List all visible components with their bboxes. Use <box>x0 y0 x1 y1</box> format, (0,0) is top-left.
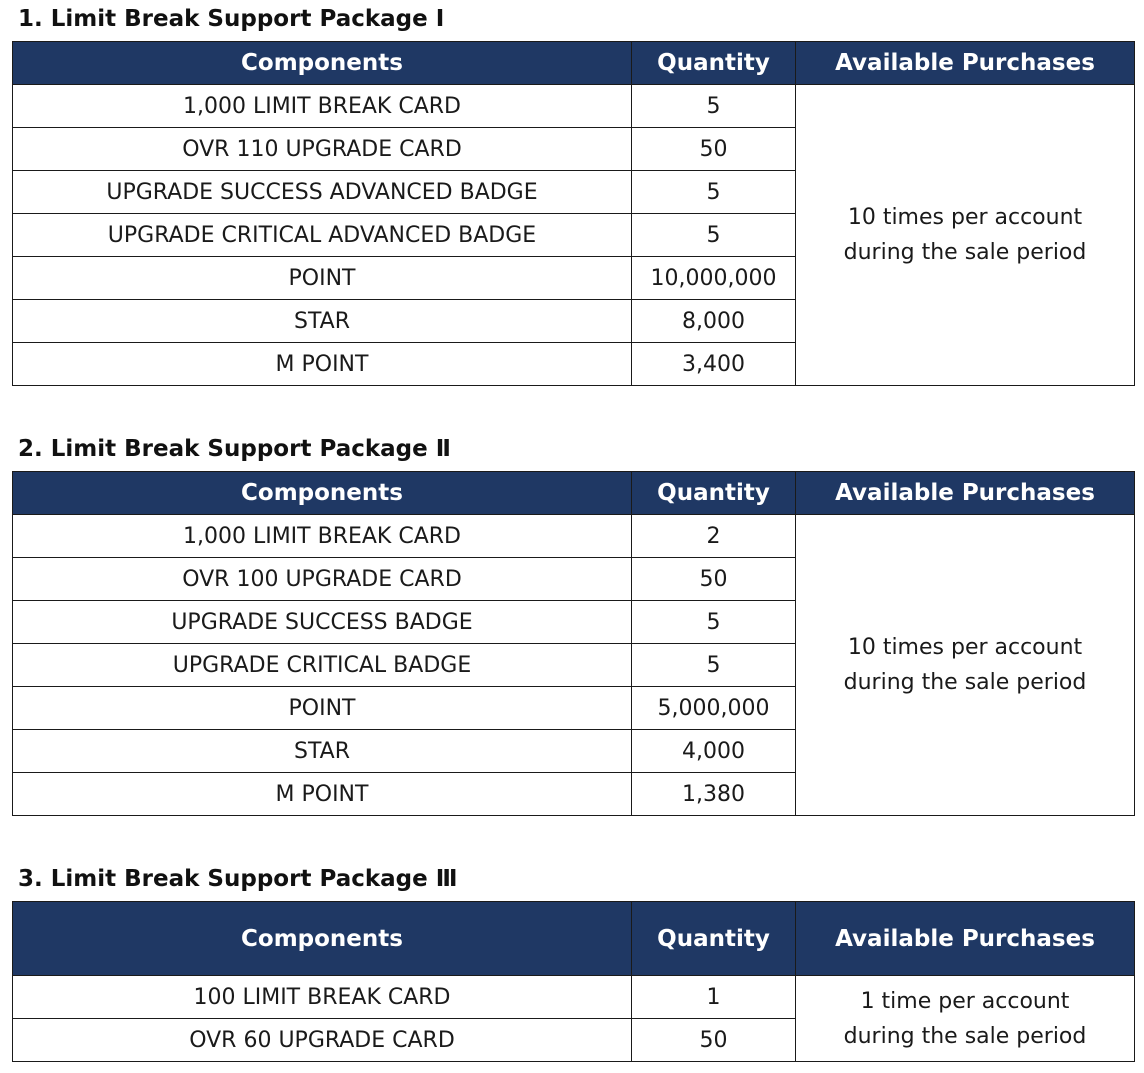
table-header-row <box>13 472 1135 515</box>
quantity-header: Quantity <box>632 42 796 85</box>
quantity-cell: 1,380 <box>632 773 796 816</box>
quantity-header: Quantity <box>632 902 796 976</box>
table-row <box>13 515 1135 558</box>
component-cell: 100 LIMIT BREAK CARD <box>13 976 632 1019</box>
quantity-cell: 5 <box>632 644 796 687</box>
package-3-title: 3. Limit Break Support Package Ⅲ <box>18 866 458 892</box>
quantity-cell: 5,000,000 <box>632 687 796 730</box>
package-1-table <box>12 41 1135 386</box>
table-row <box>13 85 1135 128</box>
quantity-cell: 3,400 <box>632 343 796 386</box>
component-cell: STAR <box>13 300 632 343</box>
components-header: Components <box>13 902 632 976</box>
availability-line-2: during the sale period <box>843 670 1087 695</box>
available-purchases-header: Available Purchases <box>796 902 1135 976</box>
component-cell: 1,000 LIMIT BREAK CARD <box>13 515 632 558</box>
quantity-cell: 5 <box>632 85 796 128</box>
table-row <box>13 976 1135 1019</box>
available-purchases-header: Available Purchases <box>796 472 1135 515</box>
component-cell: UPGRADE SUCCESS BADGE <box>13 601 632 644</box>
quantity-cell: 1 <box>632 976 796 1019</box>
availability-line-1: 10 times per account <box>847 205 1083 230</box>
quantity-cell: 5 <box>632 214 796 257</box>
quantity-header: Quantity <box>632 472 796 515</box>
quantity-cell: 50 <box>632 558 796 601</box>
component-cell: UPGRADE CRITICAL ADVANCED BADGE <box>13 214 632 257</box>
package-2-table <box>12 471 1135 816</box>
quantity-cell: 5 <box>632 171 796 214</box>
package-2-title: 2. Limit Break Support Package Ⅱ <box>18 436 451 462</box>
available-purchases-header: Available Purchases <box>796 42 1135 85</box>
quantity-cell: 2 <box>632 515 796 558</box>
availability-line-1: 10 times per account <box>847 635 1083 660</box>
package-3-table <box>12 901 1135 1062</box>
component-cell: POINT <box>13 687 632 730</box>
availability-line-2: during the sale period <box>843 1023 1087 1049</box>
quantity-cell: 10,000,000 <box>632 257 796 300</box>
component-cell: 1,000 LIMIT BREAK CARD <box>13 85 632 128</box>
package-1-title: 1. Limit Break Support Package Ⅰ <box>18 6 445 32</box>
quantity-cell: 8,000 <box>632 300 796 343</box>
components-header: Components <box>13 472 632 515</box>
components-header: Components <box>13 42 632 85</box>
availability-line-1: 1 time per account <box>860 988 1070 1014</box>
component-cell: M POINT <box>13 773 632 816</box>
availability-line-2: during the sale period <box>843 240 1087 265</box>
quantity-cell: 4,000 <box>632 730 796 773</box>
component-cell: OVR 60 UPGRADE CARD <box>13 1019 632 1062</box>
table-header-row <box>13 42 1135 85</box>
component-cell: OVR 100 UPGRADE CARD <box>13 558 632 601</box>
availability-cell <box>796 515 1135 816</box>
availability-cell <box>796 85 1135 386</box>
quantity-cell: 50 <box>632 128 796 171</box>
quantity-cell: 50 <box>632 1019 796 1062</box>
component-cell: POINT <box>13 257 632 300</box>
component-cell: OVR 110 UPGRADE CARD <box>13 128 632 171</box>
availability-cell <box>796 976 1135 1062</box>
table-header-row <box>13 902 1135 976</box>
component-cell: UPGRADE CRITICAL BADGE <box>13 644 632 687</box>
component-cell: UPGRADE SUCCESS ADVANCED BADGE <box>13 171 632 214</box>
component-cell: STAR <box>13 730 632 773</box>
component-cell: M POINT <box>13 343 632 386</box>
quantity-cell: 5 <box>632 601 796 644</box>
